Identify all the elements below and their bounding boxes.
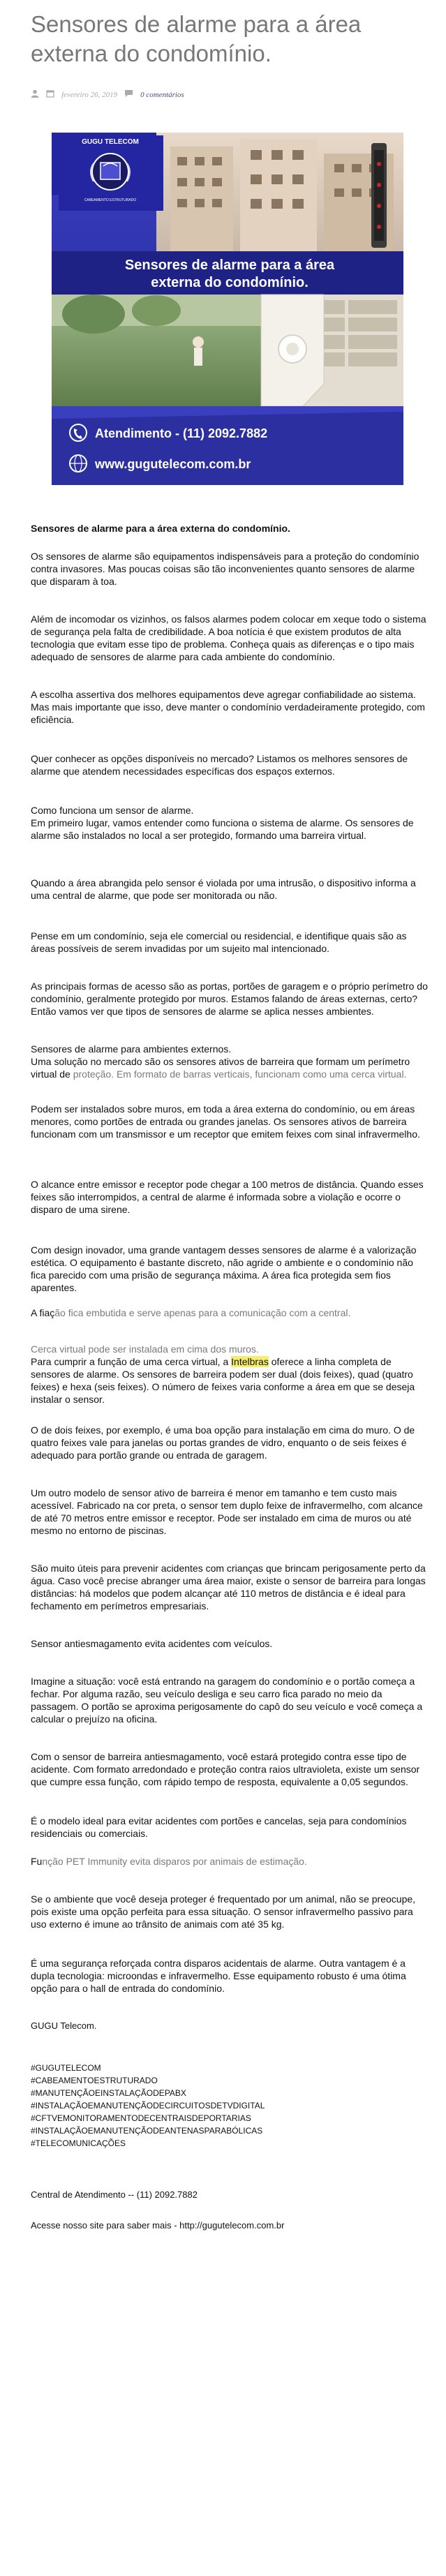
banner-brand: GUGU TELECOM	[82, 138, 139, 146]
paragraph-13	[31, 1306, 429, 1319]
paragraph-4: Quer conhecer as opções disponíveis no mercado? Listamos os melhores sensores de alarme que atendem necessidades específicas dos espaços externos.	[31, 753, 408, 777]
paragraph-13-b: ão fica embutida e serve apenas para a comunicação com a central.	[54, 1307, 351, 1318]
paragraph-12: Com design inovador, uma grande vantagem desses sensores de alarme é a valorização estética. O equipamento é bastante discreto, não agride o ambiente e o condomínio não fica parecido com uma prisão de segurança máxima. A área fica protegida sem fios aparentes.	[31, 1244, 417, 1293]
paragraph-22-b: nção PET Immunity evita disparos por animais de estimação.	[42, 1856, 307, 1867]
paragraph-23: Se o ambiente que você deseja proteger é frequentado por um animal, não se preocupe, pois existe uma opção perfeita para essa situação. O sensor infravermelho passivo para uso externo é imune ao trânsito de animais com até 35 kg.	[31, 1893, 416, 1930]
paragraph-15: O de dois feixes, por exemplo, é uma boa opção para instalação em cima do muro. O de quatro feixes vale para janelas ou portas grandes de vidro, enquanto o de seis feixes é adequado para portão grande ou entrada de garagem.	[31, 1424, 415, 1461]
paragraph-5-title: Como funciona um sensor de alarme.	[31, 805, 194, 816]
paragraph-9-title: Sensores de alarme para ambientes externos.	[31, 1043, 232, 1055]
central-line: Central de Atendimento -- (11) 2092.7882	[31, 2189, 198, 2200]
author-icon	[31, 89, 39, 100]
post-date: fevereiro 26, 2019	[61, 91, 118, 99]
intelbras-link[interactable]: Intelbras	[231, 1356, 269, 1367]
banner-headline-2: externa do condomínio.	[151, 275, 309, 290]
paragraph-11: O alcance entre emissor e receptor pode chegar a 100 metros de distância. Quando esses feixes são interrompidos, a central de alarme é informada sobre a violação e ocorre o disparo de uma sirene.	[31, 1179, 424, 1215]
paragraph-14-body	[31, 1355, 429, 1406]
paragraph-9-body	[31, 1055, 429, 1080]
banner-headline-1: Sensores de alarme para a área	[124, 258, 335, 273]
calendar-icon	[46, 89, 54, 100]
paragraph-10: Podem ser instalados sobre muros, em toda a área externa do condomínio, ou em áreas menores, como portões de entrada ou grandes janelas. Os sensores ativos de barreira funcionam com um transmissor e um receptor que emitem feixes com sinal infravermelho.	[31, 1103, 420, 1140]
banner-graphic	[52, 133, 403, 485]
paragraph-20: Com o sensor de barreira antiesmagamento, você estará protegido contra esse tipo de acidente. Com formato arredondado e proteção contra raios ultravioleta, existe um sensor que cumpre essa função, com rápido tempo de resposta, equivalente a 0,05 segundos.	[31, 1751, 420, 1787]
content-heading: Sensores de alarme para a área externa do condomínio.	[31, 523, 290, 534]
paragraph-21: É o modelo ideal para evitar acidentes com portões e cancelas, seja para condomínios residenciais ou comerciais.	[31, 1815, 407, 1839]
paragraph-22	[31, 1855, 429, 1868]
paragraph-19: Imagine a situação: você está entrando na garagem do condomínio e o portão começa a fechar. Por alguma razão, seu veículo desliga e seu carro fica parado no meio da passagem. O portão se aproxima perigosamente do capô do seu veículo e você começa a calcular o prejuízo na oficina.	[31, 1676, 423, 1725]
hashtag[interactable]: #TELECOMUNICAÇÕES	[31, 2138, 126, 2148]
paragraph-22-a: Fu	[31, 1856, 43, 1867]
hashtag[interactable]: #INSTALAÇÃOEMANUTENÇÃODECIRCUITOSDETVDIGITAL	[31, 2101, 265, 2110]
post-title: Sensores de alarme para a área externa do condomínio.	[31, 11, 362, 66]
paragraph-2: Além de incomodar os vizinhos, os falsos alarmes podem colocar em xeque todo o sistema de segurança pela falta de credibilidade. A boa notícia é que existem produtos de alta tecnologia que evitam esse tipo de problema. Conheça quais as diferenças e o tipo mais adequado de sensores de alarme para cada ambiente do condomínio.	[31, 613, 426, 662]
paragraph-6: Quando a área abrangida pelo sensor é violada por uma intrusão, o dispositivo informa a uma central de alarme, que pode ser monitorada ou não.	[31, 877, 416, 901]
paragraph-13-a: A fiaç	[31, 1307, 55, 1318]
paragraph-14	[31, 1343, 429, 1406]
banner-site: www.gugutelecom.com.br	[95, 457, 251, 471]
hashtag[interactable]: #CABEAMENTOESTRUTURADO	[31, 2076, 158, 2085]
paragraph-9-body-a: Uma solução no mercado são os sensores ativos de barreira que formam um perímetro virtual de	[31, 1056, 410, 1080]
comment-icon	[124, 89, 133, 100]
paragraph-8-body: As principais formas de acesso são as portas, portões de garagem e o próprio perímetro do condomínio, geralmente protegido por muros. Estamos falando de áreas externas, certo?	[31, 981, 428, 1004]
hashtag[interactable]: #CFTVEMONITORAMENTODECENTRAISDEPORTARIAS	[31, 2113, 251, 2123]
paragraph-3: A escolha assertiva dos melhores equipamentos deve agregar confiabilidade ao sistema. Mas mais importante que isso, deve manter o condomínio verdadeiramente protegido, com eficiência.	[31, 689, 425, 725]
hashtag-list	[31, 2062, 429, 2150]
post-banner-image	[52, 133, 403, 485]
site-line[interactable]: Acesse nosso site para saber mais - http://gugutelecom.com.br	[31, 2220, 285, 2231]
paragraph-14-title: Cerca virtual pode ser instalada em cima dos muros.	[31, 1343, 259, 1355]
paragraph-8	[31, 980, 429, 1018]
banner-brand-sub: CABEAMENTO ESTRUTURADO	[84, 198, 137, 202]
paragraph-5	[31, 804, 429, 842]
paragraph-18: Sensor antiesmagamento evita acidentes com veículos.	[31, 1638, 273, 1649]
paragraph-17: São muito úteis para prevenir acidentes com crianças que brincam perigosamente perto da água. Caso você precise abranger uma área maior, existe o sensor de barreira para longas distâncias: há modelos que podem alcançar até 110 metros de distância e é ideal para fechamento em perímetros empresariais.	[31, 1563, 426, 1611]
paragraph-14-body-b: oferece a linha completa de sensores de alarme. Os sensores de barreira podem ser dual (dois feixes), quad (quatro feixes) e hexa (seis feixes). O número de feixes varia conforme a área em que se deseja instalar o sensor.	[31, 1356, 415, 1405]
hashtag[interactable]: #MANUTENÇÃOEINSTALAÇÃODEPABX	[31, 2088, 186, 2098]
signoff: GUGU Telecom.	[31, 2020, 97, 2031]
hashtag[interactable]: #GUGUTELECOM	[31, 2063, 101, 2073]
gugu-logo-icon	[91, 154, 130, 190]
comments-link[interactable]: 0 comentários	[140, 91, 184, 99]
paragraph-1: Os sensores de alarme são equipamentos indispensáveis para a proteção do condomínio contra invasores. Mas poucas coisas são tão inconvenientes quanto sensores de alarme que disparam à toa.	[31, 551, 419, 587]
paragraph-24: É uma segurança reforçada contra disparos acidentais de alarme. Outra vantagem é a dupla tecnologia: microondas e infravermelho. Esse equipamento robusto é uma ótima opção para o hall de entrada do condomínio.	[31, 1958, 406, 1994]
paragraph-9-body-b: proteção. Em formato de barras verticais, funcionam como uma cerca virtual.	[73, 1069, 407, 1080]
paragraph-9	[31, 1043, 429, 1080]
paragraph-5-body: Em primeiro lugar, vamos entender como funciona o sistema de alarme. Os sensores de alarme são instalados no local a ser protegido, formando uma barreira virtual.	[31, 817, 414, 841]
paragraph-8-tail: Então vamos ver que tipos de sensores de alarme se aplica nesses ambientes.	[31, 1006, 374, 1017]
paragraph-14-body-a: Para cumprir a função de uma cerca virtual, a	[31, 1356, 232, 1367]
paragraph-7: Pense em um condomínio, seja ele comercial ou residencial, e identifique quais são as áreas possíveis de serem invadidas por um sujeito mal intencionado.	[31, 930, 407, 954]
post-meta	[31, 89, 184, 100]
hashtag[interactable]: #INSTALAÇÃOEMANUTENÇÃODEANTENASPARABÓLICAS	[31, 2126, 263, 2136]
paragraph-16: Um outro modelo de sensor ativo de barreira é menor em tamanho e tem custo mais acessível. Fabricado na cor preta, o sensor tem duplo feixe de infravermelho, com alcance de até 70 metros entre emissor e receptor. Pode ser instalado em cima de muros ou até mesmo no entorno de piscinas.	[31, 1487, 423, 1536]
banner-phone: Atendimento - (11) 2092.7882	[95, 426, 268, 440]
